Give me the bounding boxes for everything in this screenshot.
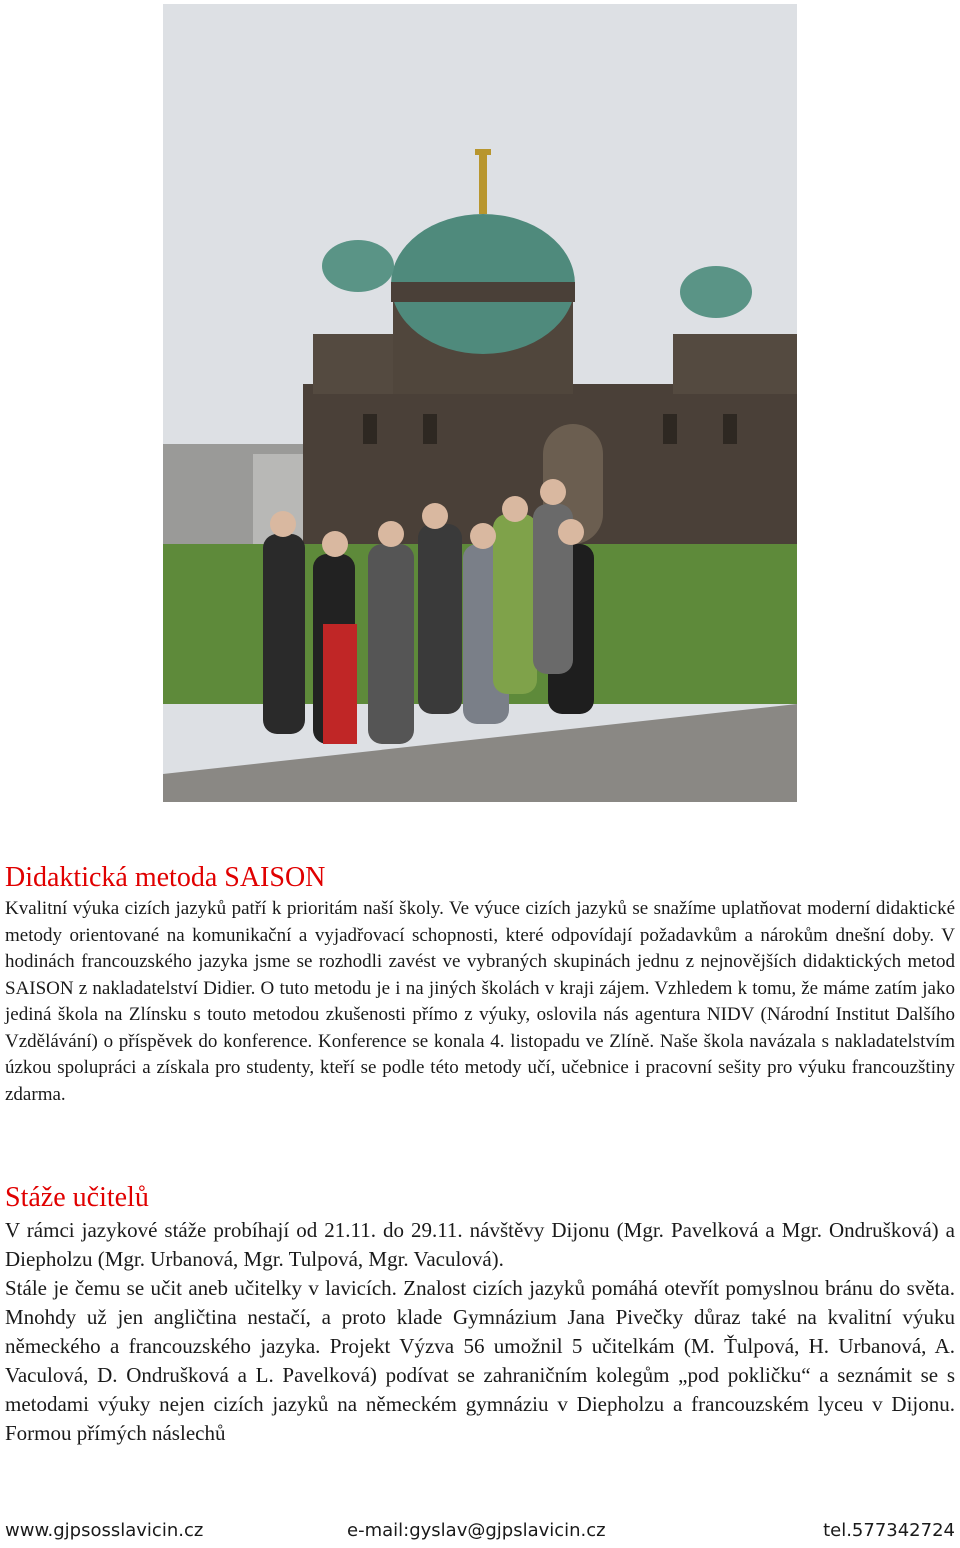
section-heading-saison: Didaktická metoda SAISON	[5, 862, 326, 893]
section-heading-staze: Stáže učitelů	[5, 1182, 149, 1213]
section-text-staze	[5, 1216, 955, 1448]
section-saison	[5, 860, 955, 1108]
photo-group-berlin-cathedral-icon	[163, 4, 797, 802]
paragraph: V rámci jazykové stáže probíhají od 21.11. do 29.11. návštěvy Dijonu (Mgr. Pavelková a Mgr. Ondrušková) a Diepholzu (Mgr. Urbanová, Mgr. Tulpová, Mgr. Vaculová).	[5, 1218, 955, 1271]
footer-website: www.gjpsosslavicin.cz	[5, 1520, 204, 1541]
footer-phone: tel.577342724	[823, 1520, 955, 1541]
section-staze	[5, 1180, 955, 1448]
paragraph: Stále je čemu se učit aneb učitelky v lavicích. Znalost cizích jazyků pomáhá otevřít pomyslnou bránu do světa. Mnohdy už jen angličtina nestačí, a proto klade Gymnázium Jana Pivečky důraz také na kvalitní výuku německého a francouzského jazyka. Projekt Výzva 56 umožnil 5 učitelkám (M. Ťulpová, H. Urbanová, A. Vaculová, D. Ondrušková a L. Pavelková) podívat se zahraničním kolegům „pod pokličku“ a seznámit se s metodami výuky nejen cizích jazyků na německém gymnáziu v Diepholzu a francouzském lyceu v Dijonu. Formou přímých náslechů	[5, 1276, 955, 1445]
footer-email: e-mail:gyslav@gjpslavicin.cz	[347, 1520, 606, 1541]
section-text-saison: Kvalitní výuka cizích jazyků patří k prioritám naší školy. Ve výuce cizích jazyků se snažíme uplatňovat moderní didaktické metody orientované na komunikační a vyjadřovací schopnosti, které odpovídají požadavkům a nárokům dnešní doby. V hodinách francouzského jazyka jsme se rozhodli zavést ve vybraných skupinách jednu z nejnovějších didaktických metod SAISON z nakladatelství Didier. O tuto metodu je i na jiných školách v kraji zájem. Vzhledem k tomu, že máme zatím jako jediná škola na Zlínsku s touto metodou zkušenosti přímo z výuky, oslovila nás agentura NIDV (Národní Institut Dalšího Vzdělávání) o příspěvek do konference. Konference se konala 4. listopadu ve Zlíně. Naše škola navázala s nakladatelstvím úzkou spolupráci a získala pro studenty, kteří se podle této metody učí, učebnice i pracovní sešity pro výuku francouzštiny zdarma.	[5, 898, 955, 1105]
group-photo	[163, 4, 797, 802]
page-footer	[5, 1520, 955, 1546]
